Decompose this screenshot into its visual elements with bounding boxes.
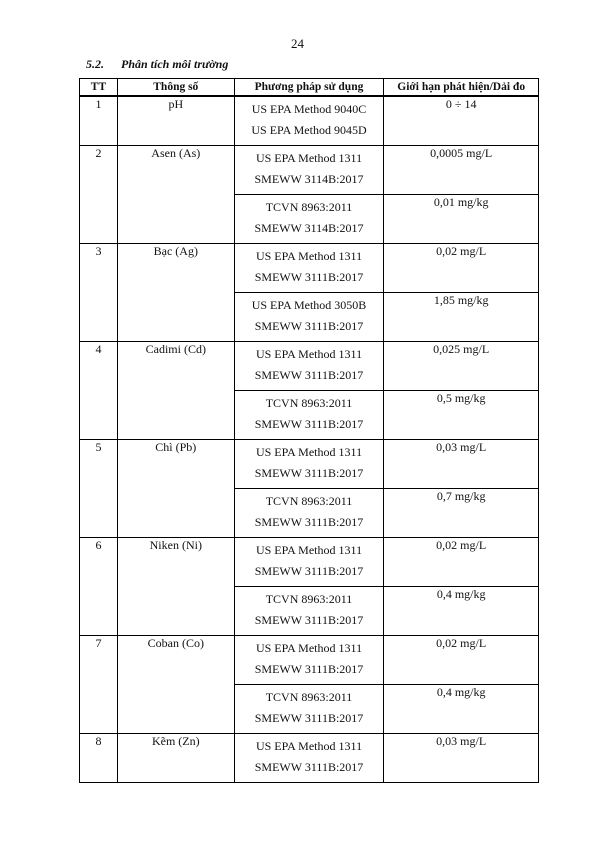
method-line: US EPA Method 3050B xyxy=(251,298,367,312)
row-number: 1 xyxy=(80,96,118,146)
header-method: Phương pháp sử dụng xyxy=(234,79,384,97)
parameter-name: pH xyxy=(117,96,234,146)
method-cell xyxy=(234,538,384,587)
detection-limit: 0,03 mg/L xyxy=(384,440,539,489)
row-number: 8 xyxy=(80,734,118,783)
parameter-name: Asen (As) xyxy=(117,146,234,244)
method-line: SMEWW 3111B:2017 xyxy=(254,564,364,578)
table-row xyxy=(80,538,539,587)
table-row xyxy=(80,342,539,391)
table-row xyxy=(80,734,539,783)
method-line: SMEWW 3114B:2017 xyxy=(254,221,364,235)
method-line: SMEWW 3111B:2017 xyxy=(254,270,364,284)
method-line: SMEWW 3111B:2017 xyxy=(254,368,364,382)
method-line: TCVN 8963:2011 xyxy=(265,396,353,410)
method-line: SMEWW 3111B:2017 xyxy=(254,760,364,774)
table-row xyxy=(80,146,539,195)
method-line: US EPA Method 1311 xyxy=(255,249,363,263)
parameter-name: Niken (Ni) xyxy=(117,538,234,636)
table-row xyxy=(80,636,539,685)
detection-limit: 0 ÷ 14 xyxy=(384,96,539,146)
parameter-name: Coban (Co) xyxy=(117,636,234,734)
method-line: SMEWW 3111B:2017 xyxy=(254,515,364,529)
table-row xyxy=(80,440,539,489)
method-line: US EPA Method 1311 xyxy=(255,347,363,361)
method-line: SMEWW 3111B:2017 xyxy=(254,417,364,431)
method-cell xyxy=(234,195,384,244)
row-number: 6 xyxy=(80,538,118,636)
detection-limit: 1,85 mg/kg xyxy=(384,293,539,342)
method-line: US EPA Method 1311 xyxy=(255,151,363,165)
method-cell xyxy=(234,685,384,734)
detection-limit: 0,7 mg/kg xyxy=(384,489,539,538)
method-cell xyxy=(234,734,384,783)
method-line: US EPA Method 1311 xyxy=(255,543,363,557)
detection-limit: 0,5 mg/kg xyxy=(384,391,539,440)
method-line: TCVN 8963:2011 xyxy=(265,200,353,214)
method-cell xyxy=(234,293,384,342)
detection-limit: 0,0005 mg/L xyxy=(384,146,539,195)
analysis-table xyxy=(79,78,539,783)
detection-limit: 0,4 mg/kg xyxy=(384,685,539,734)
section-heading xyxy=(86,57,228,72)
detection-limit: 0,03 mg/L xyxy=(384,734,539,783)
row-number: 3 xyxy=(80,244,118,342)
table-row xyxy=(80,244,539,293)
page-number: 24 xyxy=(291,36,304,51)
parameter-name: Kẽm (Zn) xyxy=(117,734,234,783)
method-line: SMEWW 3111B:2017 xyxy=(254,662,364,676)
parameter-name: Chì (Pb) xyxy=(117,440,234,538)
table-body xyxy=(80,96,539,783)
detection-limit: 0,02 mg/L xyxy=(384,244,539,293)
method-cell xyxy=(234,587,384,636)
method-line: TCVN 8963:2011 xyxy=(265,592,353,606)
method-cell xyxy=(234,636,384,685)
method-line: SMEWW 3111B:2017 xyxy=(254,466,364,480)
parameter-name: Cadimi (Cd) xyxy=(117,342,234,440)
detection-limit: 0,02 mg/L xyxy=(384,636,539,685)
method-cell xyxy=(234,391,384,440)
method-line: SMEWW 3114B:2017 xyxy=(254,172,364,186)
row-number: 7 xyxy=(80,636,118,734)
method-cell xyxy=(234,146,384,195)
method-cell xyxy=(234,489,384,538)
method-line: SMEWW 3111B:2017 xyxy=(254,711,364,725)
method-line: US EPA Method 1311 xyxy=(255,739,363,753)
method-line: TCVN 8963:2011 xyxy=(265,494,353,508)
detection-limit: 0,4 mg/kg xyxy=(384,587,539,636)
method-line: US EPA Method 1311 xyxy=(255,641,363,655)
header-tt: TT xyxy=(80,79,118,97)
row-number: 4 xyxy=(80,342,118,440)
method-line: US EPA Method 9045D xyxy=(251,123,367,137)
section-number: 5.2. xyxy=(86,57,104,71)
method-line: SMEWW 3111B:2017 xyxy=(254,613,364,627)
method-line: SMEWW 3111B:2017 xyxy=(254,319,364,333)
method-cell xyxy=(234,342,384,391)
method-line: US EPA Method 9040C xyxy=(251,102,367,116)
header-parameter: Thông số xyxy=(117,79,234,97)
table-header-row xyxy=(80,79,539,97)
method-cell xyxy=(234,244,384,293)
section-title: Phân tích môi trường xyxy=(121,57,229,71)
header-detection-limit: Giới hạn phát hiện/Dải đo xyxy=(384,79,539,97)
parameter-name: Bạc (Ag) xyxy=(117,244,234,342)
row-number: 2 xyxy=(80,146,118,244)
method-cell xyxy=(234,96,384,146)
table-row xyxy=(80,96,539,146)
method-cell xyxy=(234,440,384,489)
method-line: US EPA Method 1311 xyxy=(255,445,363,459)
detection-limit: 0,01 mg/kg xyxy=(384,195,539,244)
row-number: 5 xyxy=(80,440,118,538)
method-line: TCVN 8963:2011 xyxy=(265,690,353,704)
detection-limit: 0,025 mg/L xyxy=(384,342,539,391)
detection-limit: 0,02 mg/L xyxy=(384,538,539,587)
